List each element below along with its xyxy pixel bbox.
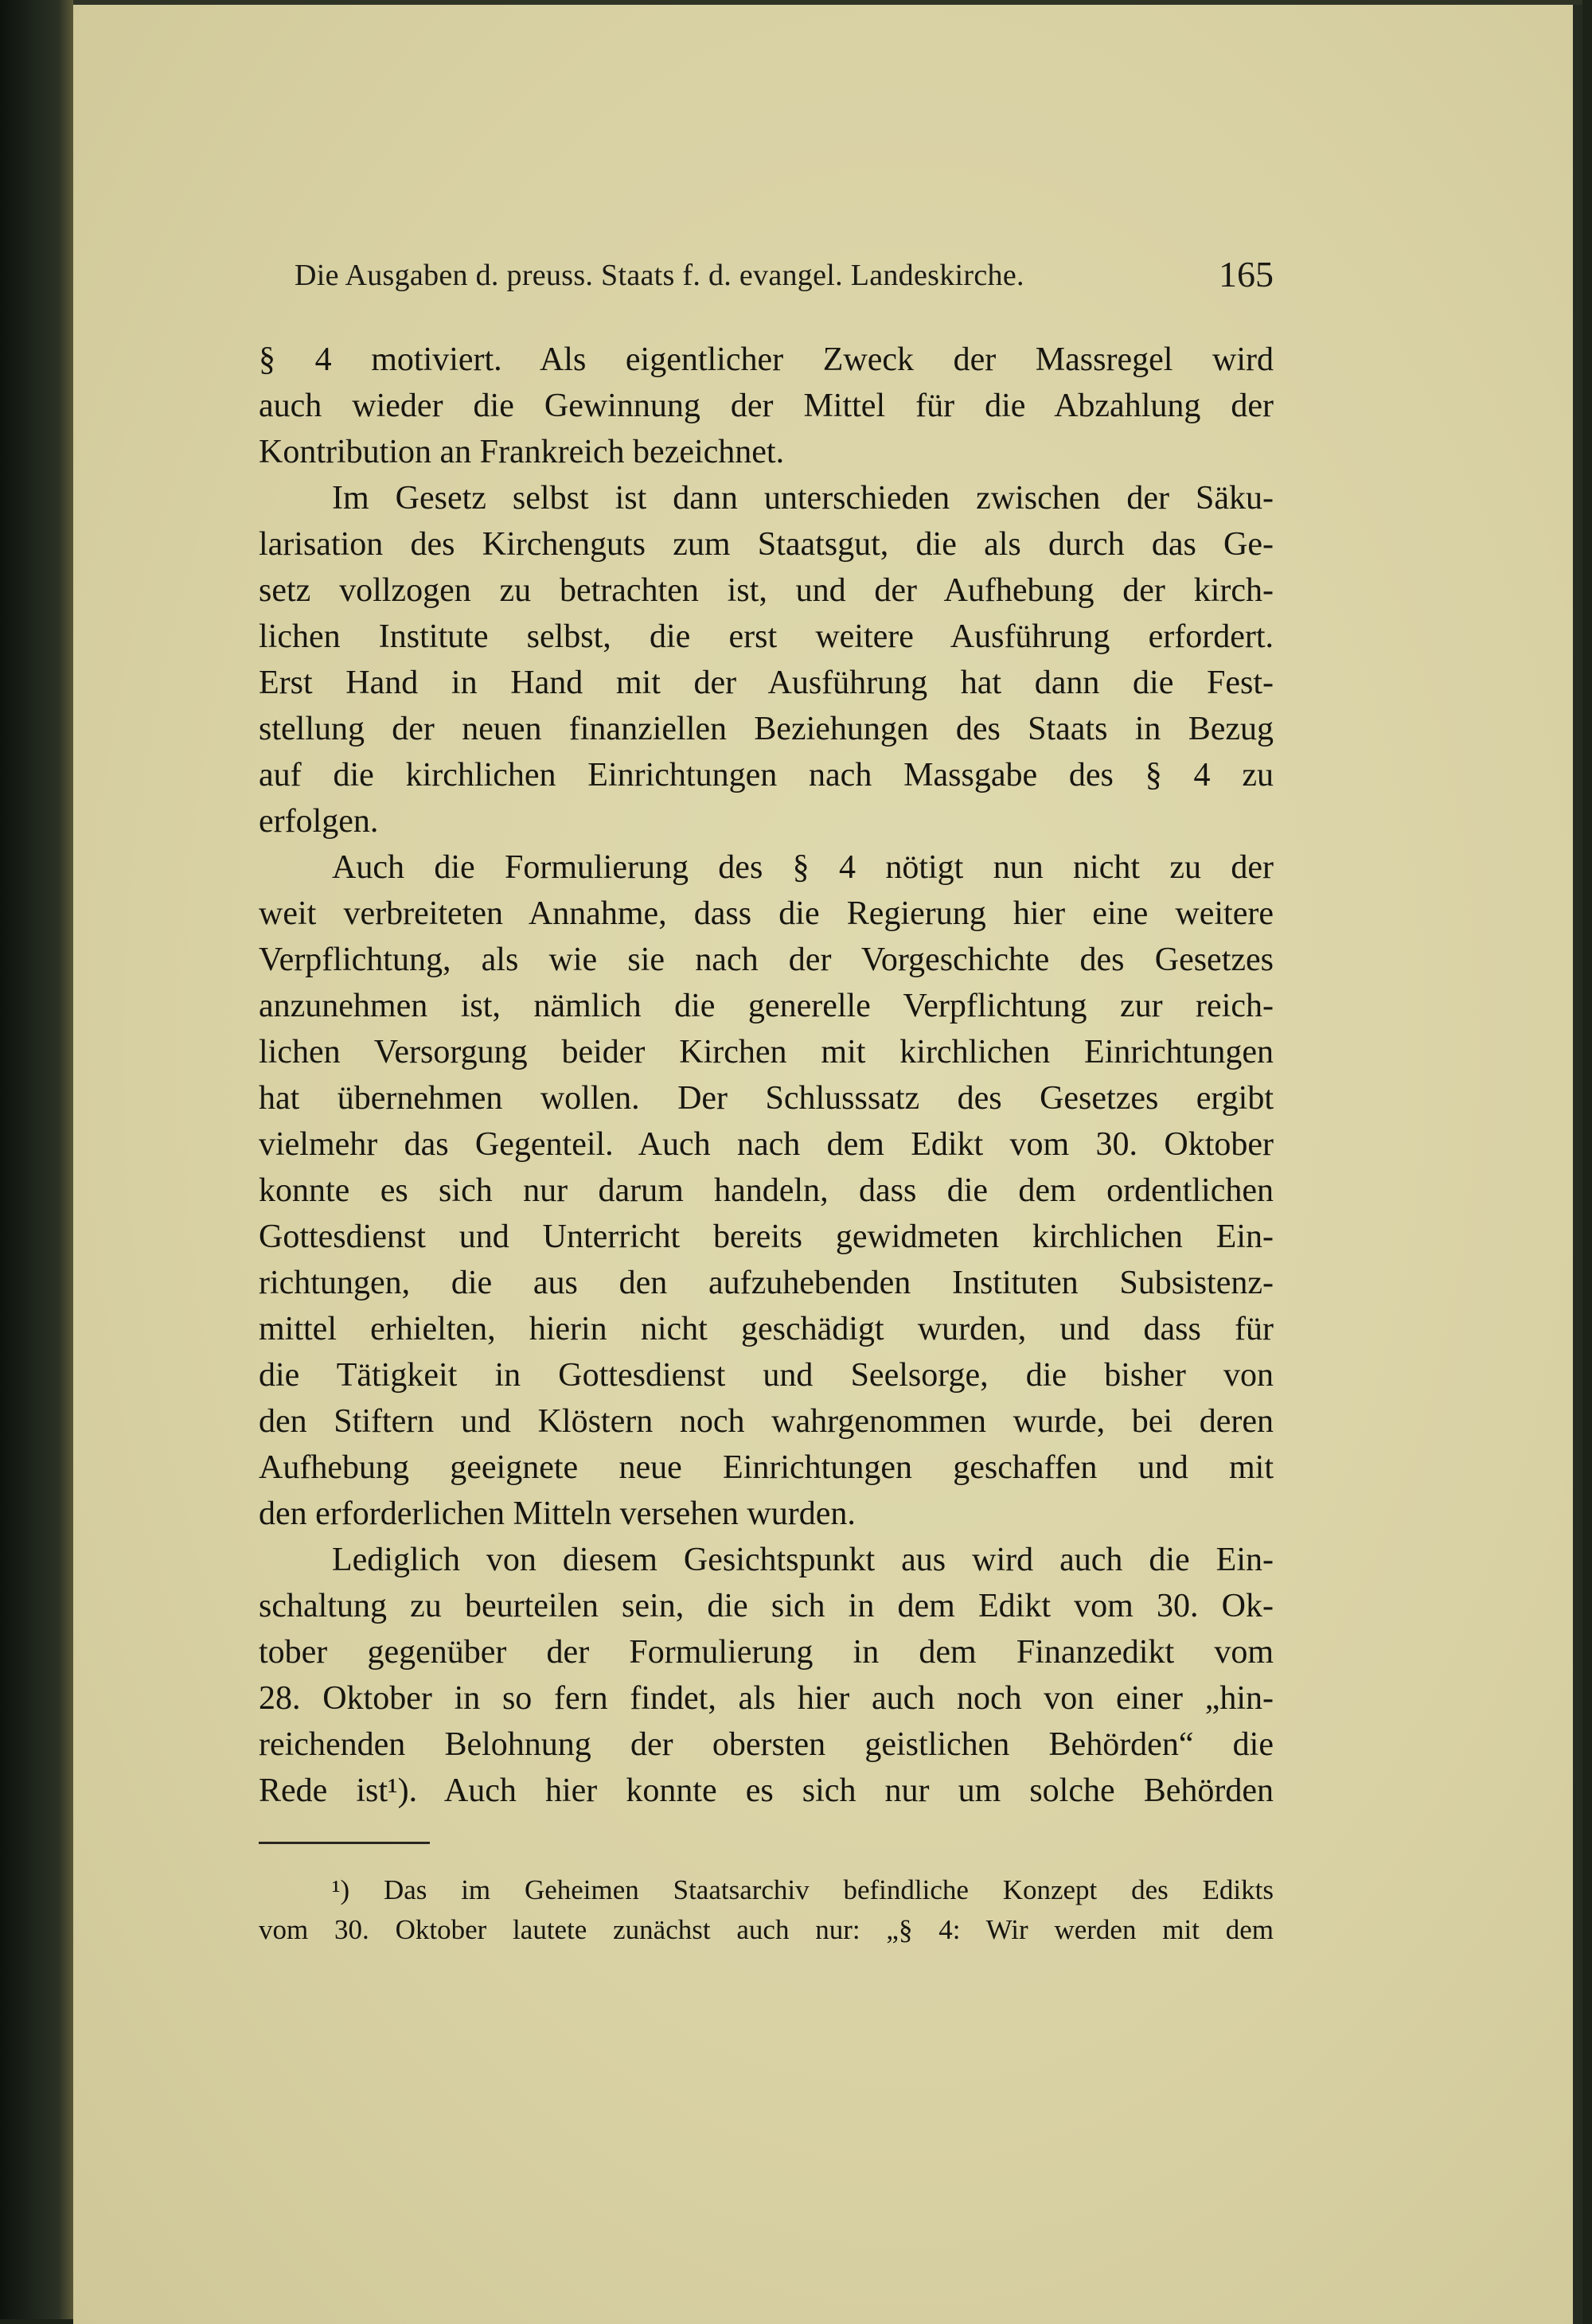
running-title: Die Ausgaben d. preuss. Staats f. d. evangel. Landeskirche. (295, 259, 1024, 292)
text-line: auf die kirchlichen Einrichtungen nach Massgabe des § 4 zu (259, 757, 1274, 794)
text-line: hat übernehmen wollen. Der Schlusssatz des Gesetzes ergibt (259, 1080, 1274, 1117)
text-line: Im Gesetz selbst ist dann unterschieden zwischen der Säku- (332, 480, 1274, 517)
text-line: Kontribution an Frankreich bezeichnet. (259, 434, 785, 470)
text-line: lichen Institute selbst, die erst weitere Ausführung erfordert. (259, 618, 1274, 655)
footnote-line: ¹) Das im Geheimen Staatsarchiv befindliche Konzept des Edikts (332, 1874, 1274, 1905)
text-line: Auch die Formulierung des § 4 nötigt nun nicht zu der (332, 849, 1274, 886)
text-line: richtungen, die aus den aufzuhebenden Instituten Subsistenz- (259, 1265, 1274, 1301)
text-line: auch wieder die Gewinnung der Mittel für die Abzahlung der (259, 388, 1274, 424)
text-line: reichenden Belohnung der obersten geistlichen Behörden“ die (259, 1726, 1274, 1763)
footnote-line: vom 30. Oktober lautete zunächst auch nur: „§ 4: Wir werden mit dem (259, 1914, 1274, 1945)
text-line: Gottesdienst und Unterricht bereits gewidmeten kirchlichen Ein- (259, 1219, 1274, 1255)
text-line: Lediglich von diesem Gesichtspunkt aus wird auch die Ein- (332, 1542, 1274, 1578)
text-line: lichen Versorgung beider Kirchen mit kirchlichen Einrichtungen (259, 1034, 1274, 1070)
text-line: larisation des Kirchenguts zum Staatsgut, die als durch das Ge- (259, 526, 1274, 563)
text-line: stellung der neuen finanziellen Beziehungen des Staats in Bezug (259, 711, 1274, 747)
text-line: Verpflichtung, als wie sie nach der Vorgeschichte des Gesetzes (259, 942, 1274, 978)
body-text (259, 337, 1274, 1814)
text-line: setz vollzogen zu betrachten ist, und der Aufhebung der kirch- (259, 572, 1274, 609)
footnote-rule (259, 1842, 430, 1844)
footnotes (259, 1870, 1274, 1950)
book-binding-edge (0, 0, 73, 2319)
text-line: § 4 motiviert. Als eigentlicher Zweck der Massregel wird (259, 341, 1274, 378)
page-number: 165 (1219, 254, 1274, 294)
text-line: erfolgen. (259, 803, 379, 840)
text-line: konnte es sich nur darum handeln, dass die dem ordentlichen (259, 1172, 1274, 1209)
text-line: den erforderlichen Mitteln versehen wurden. (259, 1495, 856, 1532)
text-line: Aufhebung geeignete neue Einrichtungen geschaffen und mit (259, 1449, 1274, 1486)
text-line: Erst Hand in Hand mit der Ausführung hat dann die Fest- (259, 665, 1274, 701)
text-line: 28. Oktober in so fern findet, als hier auch noch von einer „hin- (259, 1680, 1274, 1717)
text-line: die Tätigkeit in Gottesdienst und Seelsorge, die bisher von (259, 1357, 1274, 1394)
text-line: weit verbreiteten Annahme, dass die Regierung hier eine weitere (259, 895, 1274, 932)
text-line: tober gegenüber der Formulierung in dem Finanzedikt vom (259, 1634, 1274, 1671)
text-line: anzunehmen ist, nämlich die generelle Verpflichtung zur reich- (259, 988, 1274, 1024)
page-header (259, 253, 1274, 301)
text-line: vielmehr das Gegenteil. Auch nach dem Edikt vom 30. Oktober (259, 1126, 1274, 1163)
page-edge (1573, 5, 1582, 2324)
text-line: mittel erhielten, hierin nicht geschädigt wurden, und dass für (259, 1311, 1274, 1347)
text-line: schaltung zu beurteilen sein, die sich in dem Edikt vom 30. Ok- (259, 1588, 1274, 1624)
text-line: Rede ist¹). Auch hier konnte es sich nur um solche Behörden (259, 1772, 1274, 1809)
text-line: den Stiftern und Klöstern noch wahrgenommen wurde, bei deren (259, 1403, 1274, 1440)
